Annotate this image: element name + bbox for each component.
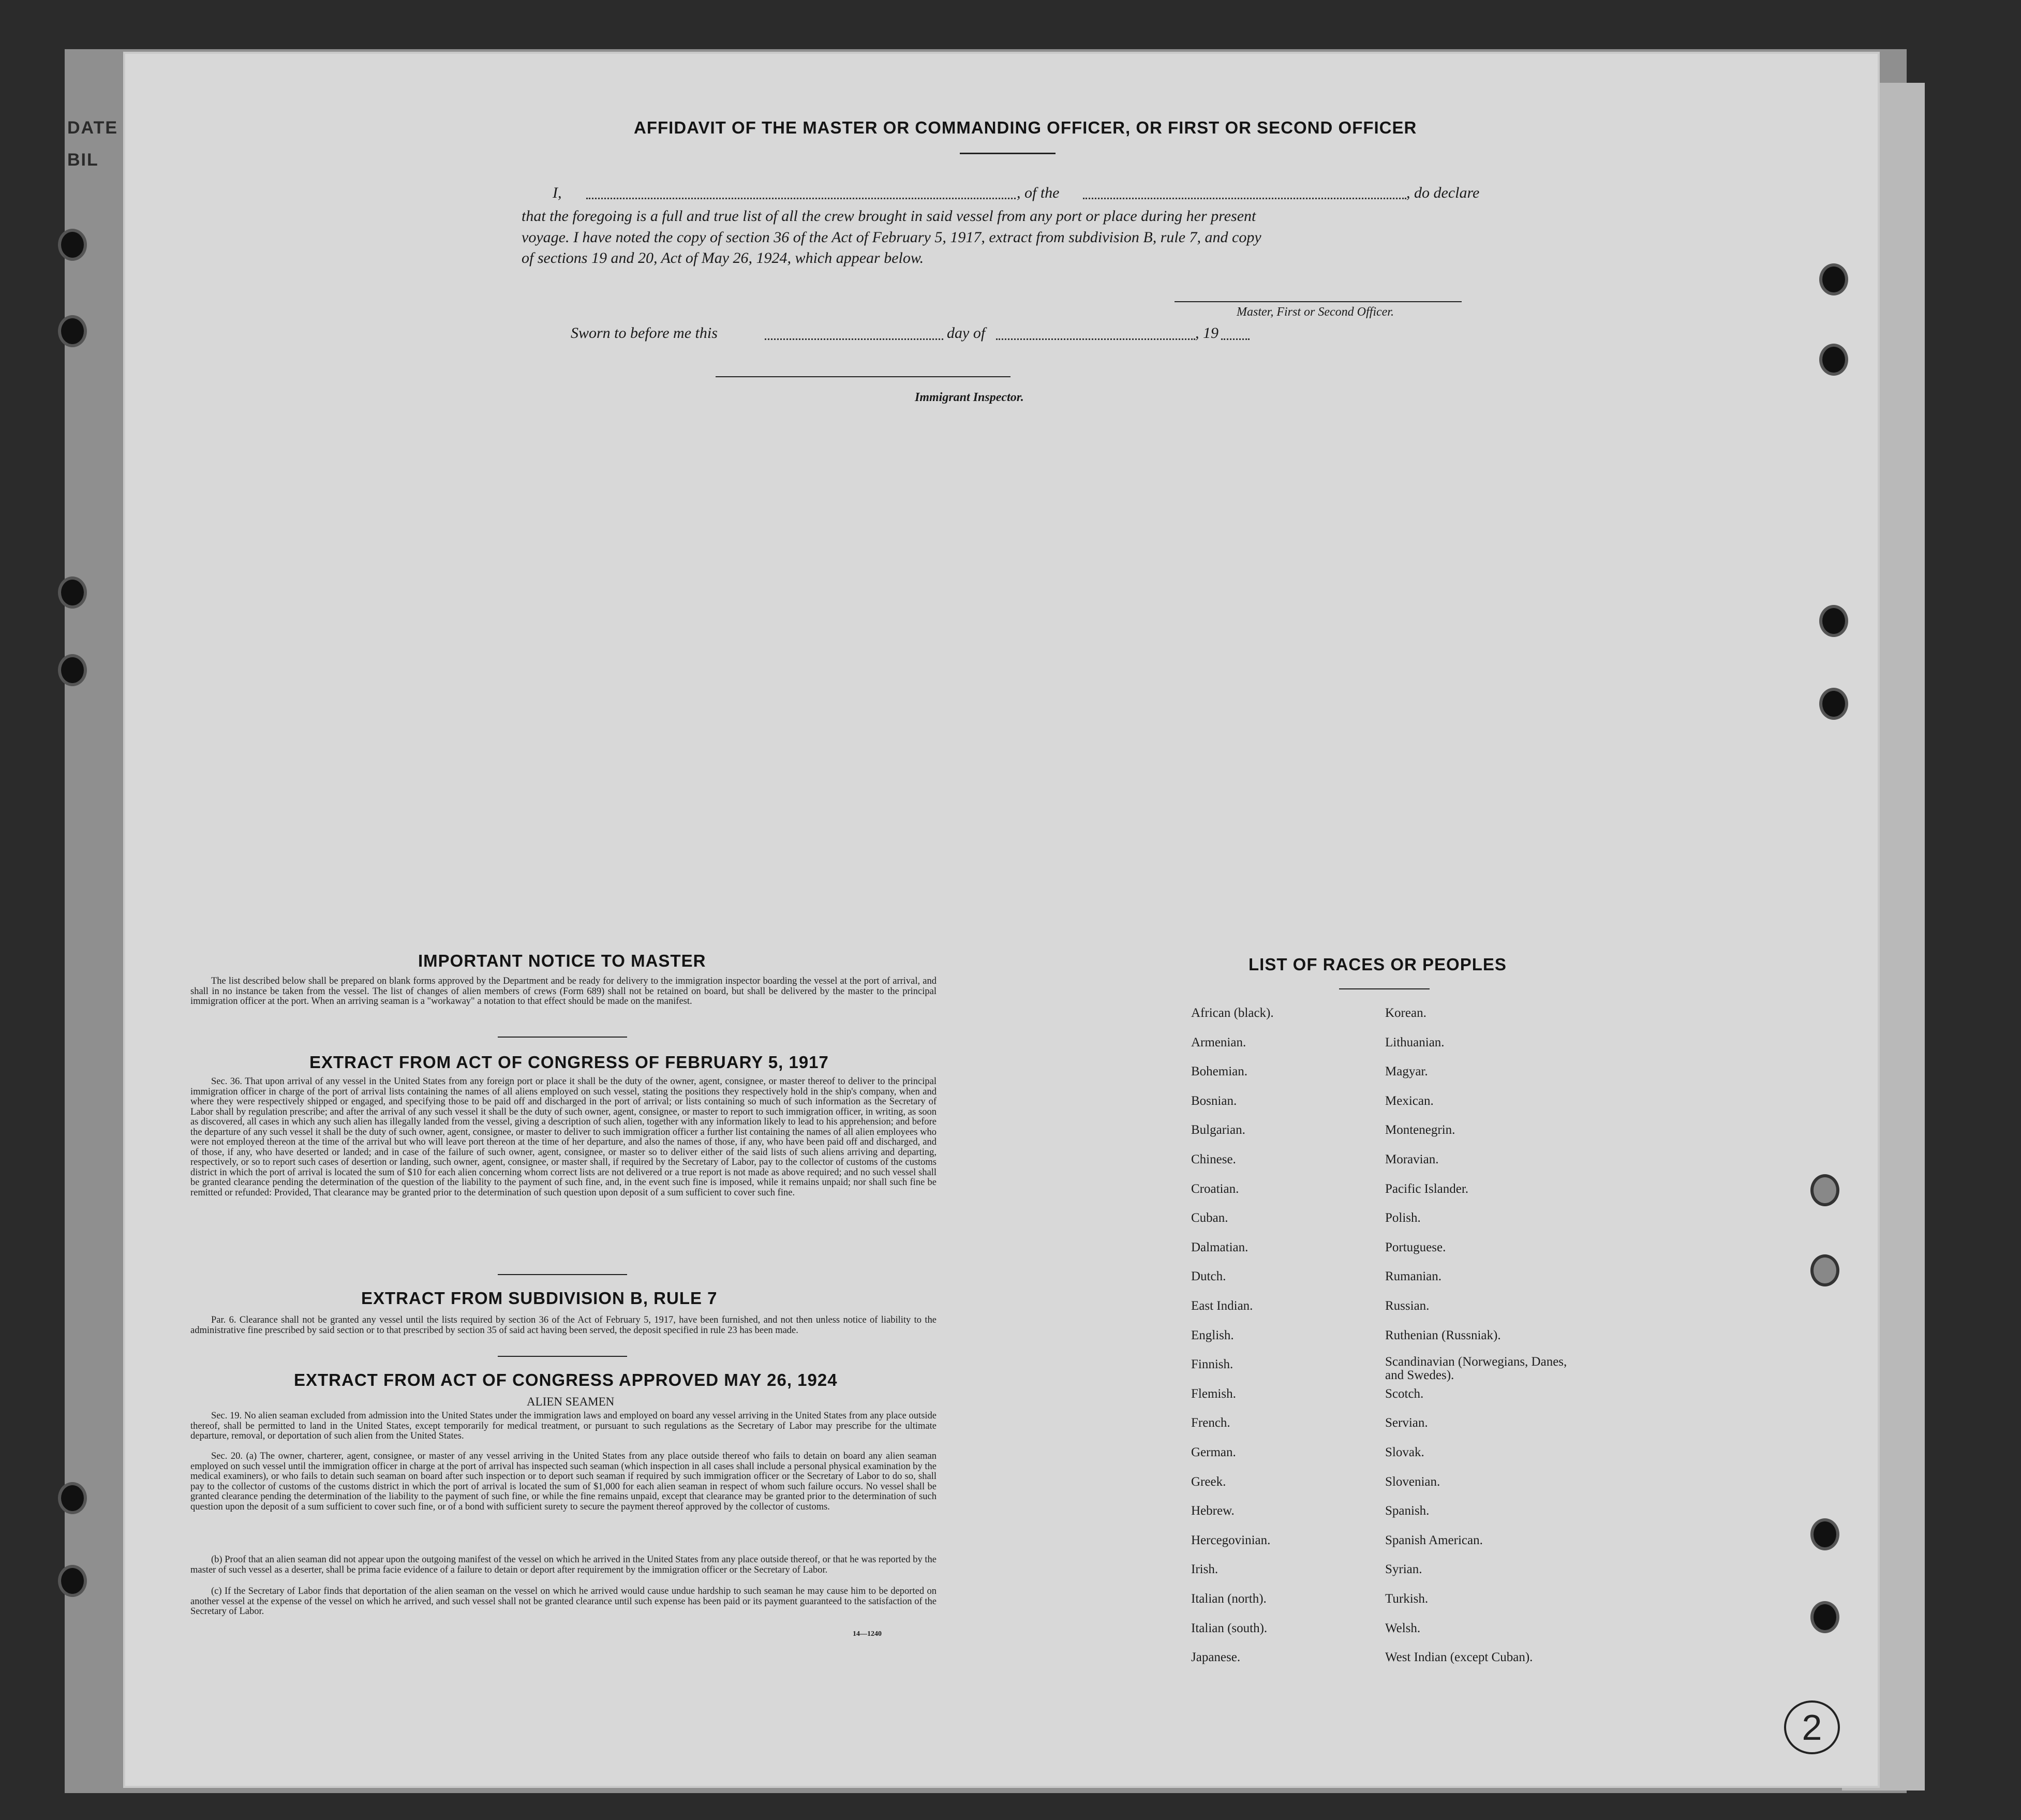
affidavit-i: I, (553, 184, 562, 201)
inspector-signature-label: Immigrant Inspector. (915, 391, 1024, 404)
document-page (123, 52, 1880, 1788)
title-rule (960, 153, 1056, 154)
race-item: Italian (south). (1191, 1621, 1268, 1635)
year-blank (1221, 325, 1250, 340)
notice-title: IMPORTANT NOTICE TO MASTER (418, 951, 706, 970)
race-item: African (black). (1191, 1006, 1274, 1020)
race-item: Servian. (1385, 1416, 1428, 1430)
race-item: West Indian (except Cuban). (1385, 1650, 1533, 1665)
race-item: Chinese. (1191, 1152, 1236, 1166)
race-item: Moravian. (1385, 1152, 1439, 1166)
sworn-day-blank (765, 325, 943, 340)
race-item: Portuguese. (1385, 1240, 1446, 1254)
race-item: French. (1191, 1416, 1230, 1430)
inspector-signature-line (716, 376, 1010, 377)
punch-hole-icon (61, 657, 84, 683)
race-item: German. (1191, 1445, 1236, 1459)
section-rule (498, 1037, 627, 1038)
race-item: Polish. (1385, 1211, 1421, 1225)
punch-hole-icon (1822, 691, 1845, 717)
punch-hole-icon (61, 580, 84, 605)
section-rule (498, 1356, 627, 1357)
sec20c-text: (c) If the Secretary of Labor finds that deportation of the alien seaman on the vessel on which he arrived would cause undue hardship to such seaman he may cause him to be deported on another vessel at the expense of the vessel on which he arrived, and such vessel shall not be granted clearance until such expense has been paid or its payment guaranteed to the satisfaction of the Secretary of Labor. (190, 1586, 937, 1617)
rule7-title: EXTRACT FROM SUBDIVISION B, RULE 7 (361, 1289, 718, 1308)
sec19-text: Sec. 19. No alien seaman excluded from admission into the United States under the immigration laws and employed on board any vessel arriving in the United States from any place outside thereof, shall be permitted to land in the United States, except temporarily for medical treatment, or pursuant to such regulations as the Secretary of Labor may prescribe for the ultimate departure, removal, or deportation of such alien from the United States. (190, 1411, 937, 1441)
sec20a-text: Sec. 20. (a) The owner, charterer, agent, consignee, or master of any vessel arriving in the United States from any place outside thereof who fails to detain on board any alien seaman employed on such vessel until the immigration officer in charge at the port of arrival has inspected such seaman (which inspection in all cases shall include a personal physical examination by the medical examiners), or who fails to detain such seaman on board after such inspection or to deport such seaman if required by such immigration officer or the Secretary of Labor to do so, shall pay to the collector of customs of the customs district in which the port of arrival is located the sum of $1,000 for each alien seaman in respect of whom such failure occurs. No vessel shall be granted clearance pending the determination of the liability to the payment of such fine, or while the fine remains unpaid, except that clearance may be granted prior to the determination of such question upon the deposit of a sum sufficient to cover such fine, or of a bond with sufficient surety to secure the payment thereof approved by the collector of customs. (190, 1451, 937, 1512)
punch-hole-icon (1822, 608, 1845, 634)
race-item: Flemish. (1191, 1386, 1236, 1401)
races-title-rule (1339, 988, 1430, 989)
race-item: Cuban. (1191, 1211, 1228, 1225)
race-item: Korean. (1385, 1006, 1426, 1020)
extract-1924-title: EXTRACT FROM ACT OF CONGRESS APPROVED MAY 26, 1924 (294, 1370, 838, 1389)
race-item: Spanish. (1385, 1504, 1430, 1518)
day-of-text: day of (947, 324, 986, 342)
race-item: Lithuanian. (1385, 1035, 1445, 1049)
punch-hole-icon (1814, 1257, 1836, 1283)
race-item: Italian (north). (1191, 1592, 1267, 1606)
race-item: Hebrew. (1191, 1504, 1235, 1518)
affidavit-declare: , do declare (1406, 184, 1480, 201)
year-prefix: , 19 (1195, 324, 1218, 342)
races-title: LIST OF RACES OR PEOPLES (1249, 955, 1507, 974)
race-item: East Indian. (1191, 1299, 1253, 1313)
race-item: Irish. (1191, 1562, 1218, 1577)
race-item: Magyar. (1385, 1064, 1428, 1079)
affidavit-line-2: that the foregoing is a full and true list of all the crew brought in said vessel from any port or place during her present (522, 208, 1256, 225)
vessel-blank (1083, 184, 1406, 199)
race-item: Welsh. (1385, 1621, 1421, 1635)
race-item: English. (1191, 1328, 1234, 1342)
race-item: Scotch. (1385, 1386, 1424, 1401)
form-code: 14—1240 (853, 1630, 882, 1638)
race-item: Hercegovinian. (1191, 1533, 1271, 1547)
master-signature-label: Master, First or Second Officer. (1237, 305, 1394, 319)
race-item: Bohemian. (1191, 1064, 1248, 1079)
race-item: Scandinavian (Norwegians, Danes, and Swedes). (1385, 1355, 1567, 1383)
race-item: Bulgarian. (1191, 1123, 1245, 1137)
race-item: Rumanian. (1385, 1269, 1442, 1284)
affidavit-title: AFFIDAVIT OF THE MASTER OR COMMANDING OFFICER, OR FIRST OR SECOND OFFICER (634, 118, 1417, 137)
race-item: Ruthenian (Russniak). (1385, 1328, 1501, 1342)
race-item: Montenegrin. (1385, 1123, 1455, 1137)
race-item: Greek. (1191, 1474, 1226, 1489)
extract-1917-title: EXTRACT FROM ACT OF CONGRESS OF FEBRUARY 5, 1917 (309, 1053, 829, 1072)
rule7-text: Par. 6. Clearance shall not be granted any vessel until the lists required by section 36 of the Act of February 5, 1917, have been furnished, and not then unless notice of liability to the administrative fine prescribed by said section or to that prescribed by section 35 of said act having been served, the deposit specified in rule 23 has been made. (190, 1315, 937, 1336)
sec20b-text: (b) Proof that an alien seaman did not appear upon the outgoing manifest of the vessel on which he arrived in the United States from any place outside thereof, or that he was reported by the master of such vessel as a deserter, shall be prima facie evidence of a failure to detain or deport after requirement by the immigration officer or the Secretary of Labor. (190, 1555, 937, 1575)
punch-hole-icon (61, 318, 84, 344)
punch-hole-icon (1814, 1521, 1836, 1547)
race-item: Mexican. (1385, 1093, 1434, 1108)
edge-bill-label: BIL (67, 150, 99, 170)
race-item: Finnish. (1191, 1357, 1234, 1372)
notice-text: The list described below shall be prepared on blank forms approved by the Department and be ready for delivery to the immigration inspector boarding the vessel at the port of arrival, and shall in no instance be taken from the vessel. The list of changes of alien members of crews (Form 689) shall not be retained on board, but shall be delivered by the master to the principal immigration officer at the port. When an arriving seaman is a "workaway" a notation to that effect should be made on the manifest. (190, 976, 937, 1007)
race-item: Turkish. (1385, 1592, 1429, 1606)
race-item: Dalmatian. (1191, 1240, 1249, 1254)
race-item: Croatian. (1191, 1181, 1239, 1196)
punch-hole-icon (1814, 1177, 1836, 1203)
race-item: Bosnian. (1191, 1093, 1237, 1108)
race-item: Spanish American. (1385, 1533, 1483, 1547)
punch-hole-icon (1822, 267, 1845, 292)
master-signature-line (1175, 301, 1462, 302)
race-item: Dutch. (1191, 1269, 1226, 1284)
punch-hole-icon (1822, 347, 1845, 373)
alien-seamen-subtitle: ALIEN SEAMEN (527, 1395, 615, 1408)
affidavit-of-the: , of the (1017, 184, 1060, 201)
punch-hole-icon (1814, 1604, 1836, 1630)
race-item: Pacific Islander. (1385, 1181, 1469, 1196)
race-item: Syrian. (1385, 1562, 1422, 1577)
edge-date-label: DATE (67, 118, 118, 138)
sworn-text: Sworn to before me this (571, 324, 718, 342)
affidavit-line-3: voyage. I have noted the copy of section 36 of the Act of February 5, 1917, extract from subdivision B, rule 7, and copy (522, 229, 1261, 246)
punch-hole-icon (61, 1485, 84, 1511)
extract-1917-text: Sec. 36. That upon arrival of any vessel in the United States from any foreign port or place it shall be the duty of the owner, agent, consignee, or master thereof to deliver to the principal immigration officer in charge of the port of arrival lists containing the names of all aliens employed on such vessel, stating the positions they respectively hold in the ship's company, when and where they were respectively shipped or engaged, and specifying those to be paid off and discharged in the port of arrival; or lists containing so much of such information as the Secretary of Labor shall by regulation prescribe; and after the arrival of any such vessel it shall be the duty of such owner, agent, consignee, or master to report to such immigration officer, in writing, as soon as discovered, all cases in which any such alien has illegally landed from the vessel, giving a description of such alien, together with any information likely to lead to his apprehension; and before the departure of any such vessel it shall be the duty of such owner, agent, consignee, or master to deliver to such immigration officer a further list containing the names of all alien employees who were not employed thereon at the time of the arrival but who will leave port thereon at the time of her departure, and also the names of those, if any, who have been paid off and discharged, and of those, if any, who have deserted or landed; and in case of the failure of such owner, agent, consignee, or master so to deliver either of the said lists of such aliens arriving and departing, respectively, or so to report such cases of desertion or landing, such owner, agent, consignee, or master shall, if required by the Secretary of Labor, pay to the collector of customs of the customs district in which the port of arrival is located the sum of $10 for each alien concerning whom correct lists are not delivered or a true report is not made as above required; and no such vessel shall be granted clearance pending the determination of the question of the liability to the payment of such fine, and, in the event such fine is imposed, while it remains unpaid; nor shall such fine be remitted or refunded: Provided, That clearance may be granted prior to the determination of such question upon deposit of a sum sufficient to cover such fine. (190, 1076, 937, 1198)
month-blank (996, 325, 1195, 340)
race-item: Slovenian. (1385, 1474, 1440, 1489)
race-item: Slovak. (1385, 1445, 1424, 1459)
page-number: 2 (1784, 1700, 1840, 1754)
race-item: Japanese. (1191, 1650, 1241, 1665)
affidavit-line-4: of sections 19 and 20, Act of May 26, 1924, which appear below. (522, 249, 924, 267)
punch-hole-icon (61, 232, 84, 258)
punch-hole-icon (61, 1568, 84, 1594)
name-blank (586, 184, 1016, 199)
section-rule (498, 1274, 627, 1275)
race-item: Armenian. (1191, 1035, 1246, 1049)
race-item: Russian. (1385, 1299, 1430, 1313)
